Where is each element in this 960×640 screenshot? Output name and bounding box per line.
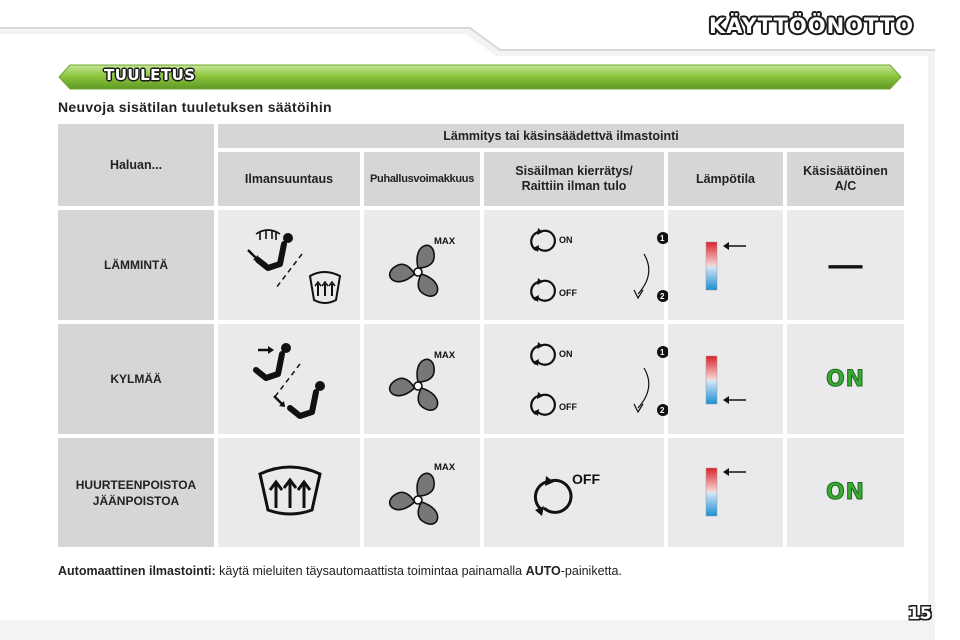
page-number: 15 — [908, 604, 932, 624]
footer-note — [58, 564, 622, 578]
row-label-defrost: HUURTEENPOISTOA JÄÄNPOISTOA — [58, 438, 214, 547]
section-title: TUULETUS — [104, 66, 196, 84]
recirc-on-label: ON — [559, 235, 573, 245]
row1-ac — [787, 210, 904, 320]
column-header-fan-speed: Puhallusvoimakkuus — [364, 152, 480, 206]
recirculation-on-off-icon — [484, 210, 664, 320]
ac-on-badge: ON — [825, 366, 866, 392]
row2-temperature — [668, 324, 783, 434]
fan-max-label: MAX — [434, 350, 456, 361]
air-direction-windscreen-feet-icon — [218, 210, 360, 320]
page-title: KÄYTTÖÖNOTTO — [709, 14, 914, 38]
temperature-cold-icon — [668, 324, 783, 434]
ac-not-applicable: — — [828, 245, 863, 284]
row1-recirculation — [484, 210, 664, 320]
row3-recirculation — [484, 438, 664, 547]
recirc-on-label: ON — [559, 349, 573, 359]
corner-header: Haluan... — [58, 124, 214, 206]
column-header-ac: Käsisäätöinen A/C — [787, 152, 904, 206]
fan-max-icon — [364, 324, 480, 434]
fan-max-icon — [364, 210, 480, 320]
row3-temperature — [668, 438, 783, 547]
fan-max-label: MAX — [434, 236, 456, 247]
table-subtitle: Neuvoja sisätilan tuuletuksen säätöihin — [58, 99, 332, 115]
windscreen-defrost-icon — [218, 438, 360, 547]
footer-auto-button: AUTO — [525, 564, 561, 578]
recirc-off-label: OFF — [559, 402, 577, 412]
temperature-hot-icon — [668, 210, 783, 320]
row3-fan-speed — [364, 438, 480, 547]
fan-max-label: MAX — [434, 462, 456, 473]
row1-temperature — [668, 210, 783, 320]
footer-text: käytä mieluiten täysautomaattista toimintaa painamalla — [219, 564, 523, 578]
row1-air-direction — [218, 210, 360, 320]
fan-max-icon — [364, 438, 480, 547]
ac-on-badge: ON — [825, 480, 866, 505]
column-header-direction: Ilmansuuntaus — [218, 152, 360, 206]
footer-suffix: -painiketta. — [560, 564, 622, 578]
step-1-label: 1 — [660, 348, 665, 357]
row1-fan-speed — [364, 210, 480, 320]
column-header-recirculation: Sisäilman kierrätys/ Raittiin ilman tulo — [484, 152, 664, 206]
recirculation-on-off-icon — [484, 324, 664, 434]
column-header-temperature: Lämpötila — [668, 152, 783, 206]
footer-lead: Automaattinen ilmastointi: — [58, 564, 216, 578]
recirc-off-label: OFF — [572, 471, 600, 487]
row3-ac — [787, 438, 904, 547]
group-header: Lämmitys tai käsinsäädettvä ilmastointi — [218, 124, 904, 148]
row-label-cool: KYLMÄÄ — [58, 324, 214, 434]
row2-air-direction — [218, 324, 360, 434]
row-label-warm: LÄMMINTÄ — [58, 210, 214, 320]
recirc-off-label: OFF — [559, 288, 577, 298]
row2-recirculation — [484, 324, 664, 434]
step-1-label: 1 — [660, 234, 665, 243]
row2-ac — [787, 324, 904, 434]
step-2-label: 2 — [660, 406, 665, 415]
recirculation-off-icon — [484, 438, 664, 547]
row2-fan-speed — [364, 324, 480, 434]
ventilation-table — [58, 124, 904, 547]
step-2-label: 2 — [660, 292, 665, 301]
air-direction-face-feet-icon — [218, 324, 360, 434]
row3-air-direction — [218, 438, 360, 547]
temperature-hot-icon — [668, 438, 783, 547]
